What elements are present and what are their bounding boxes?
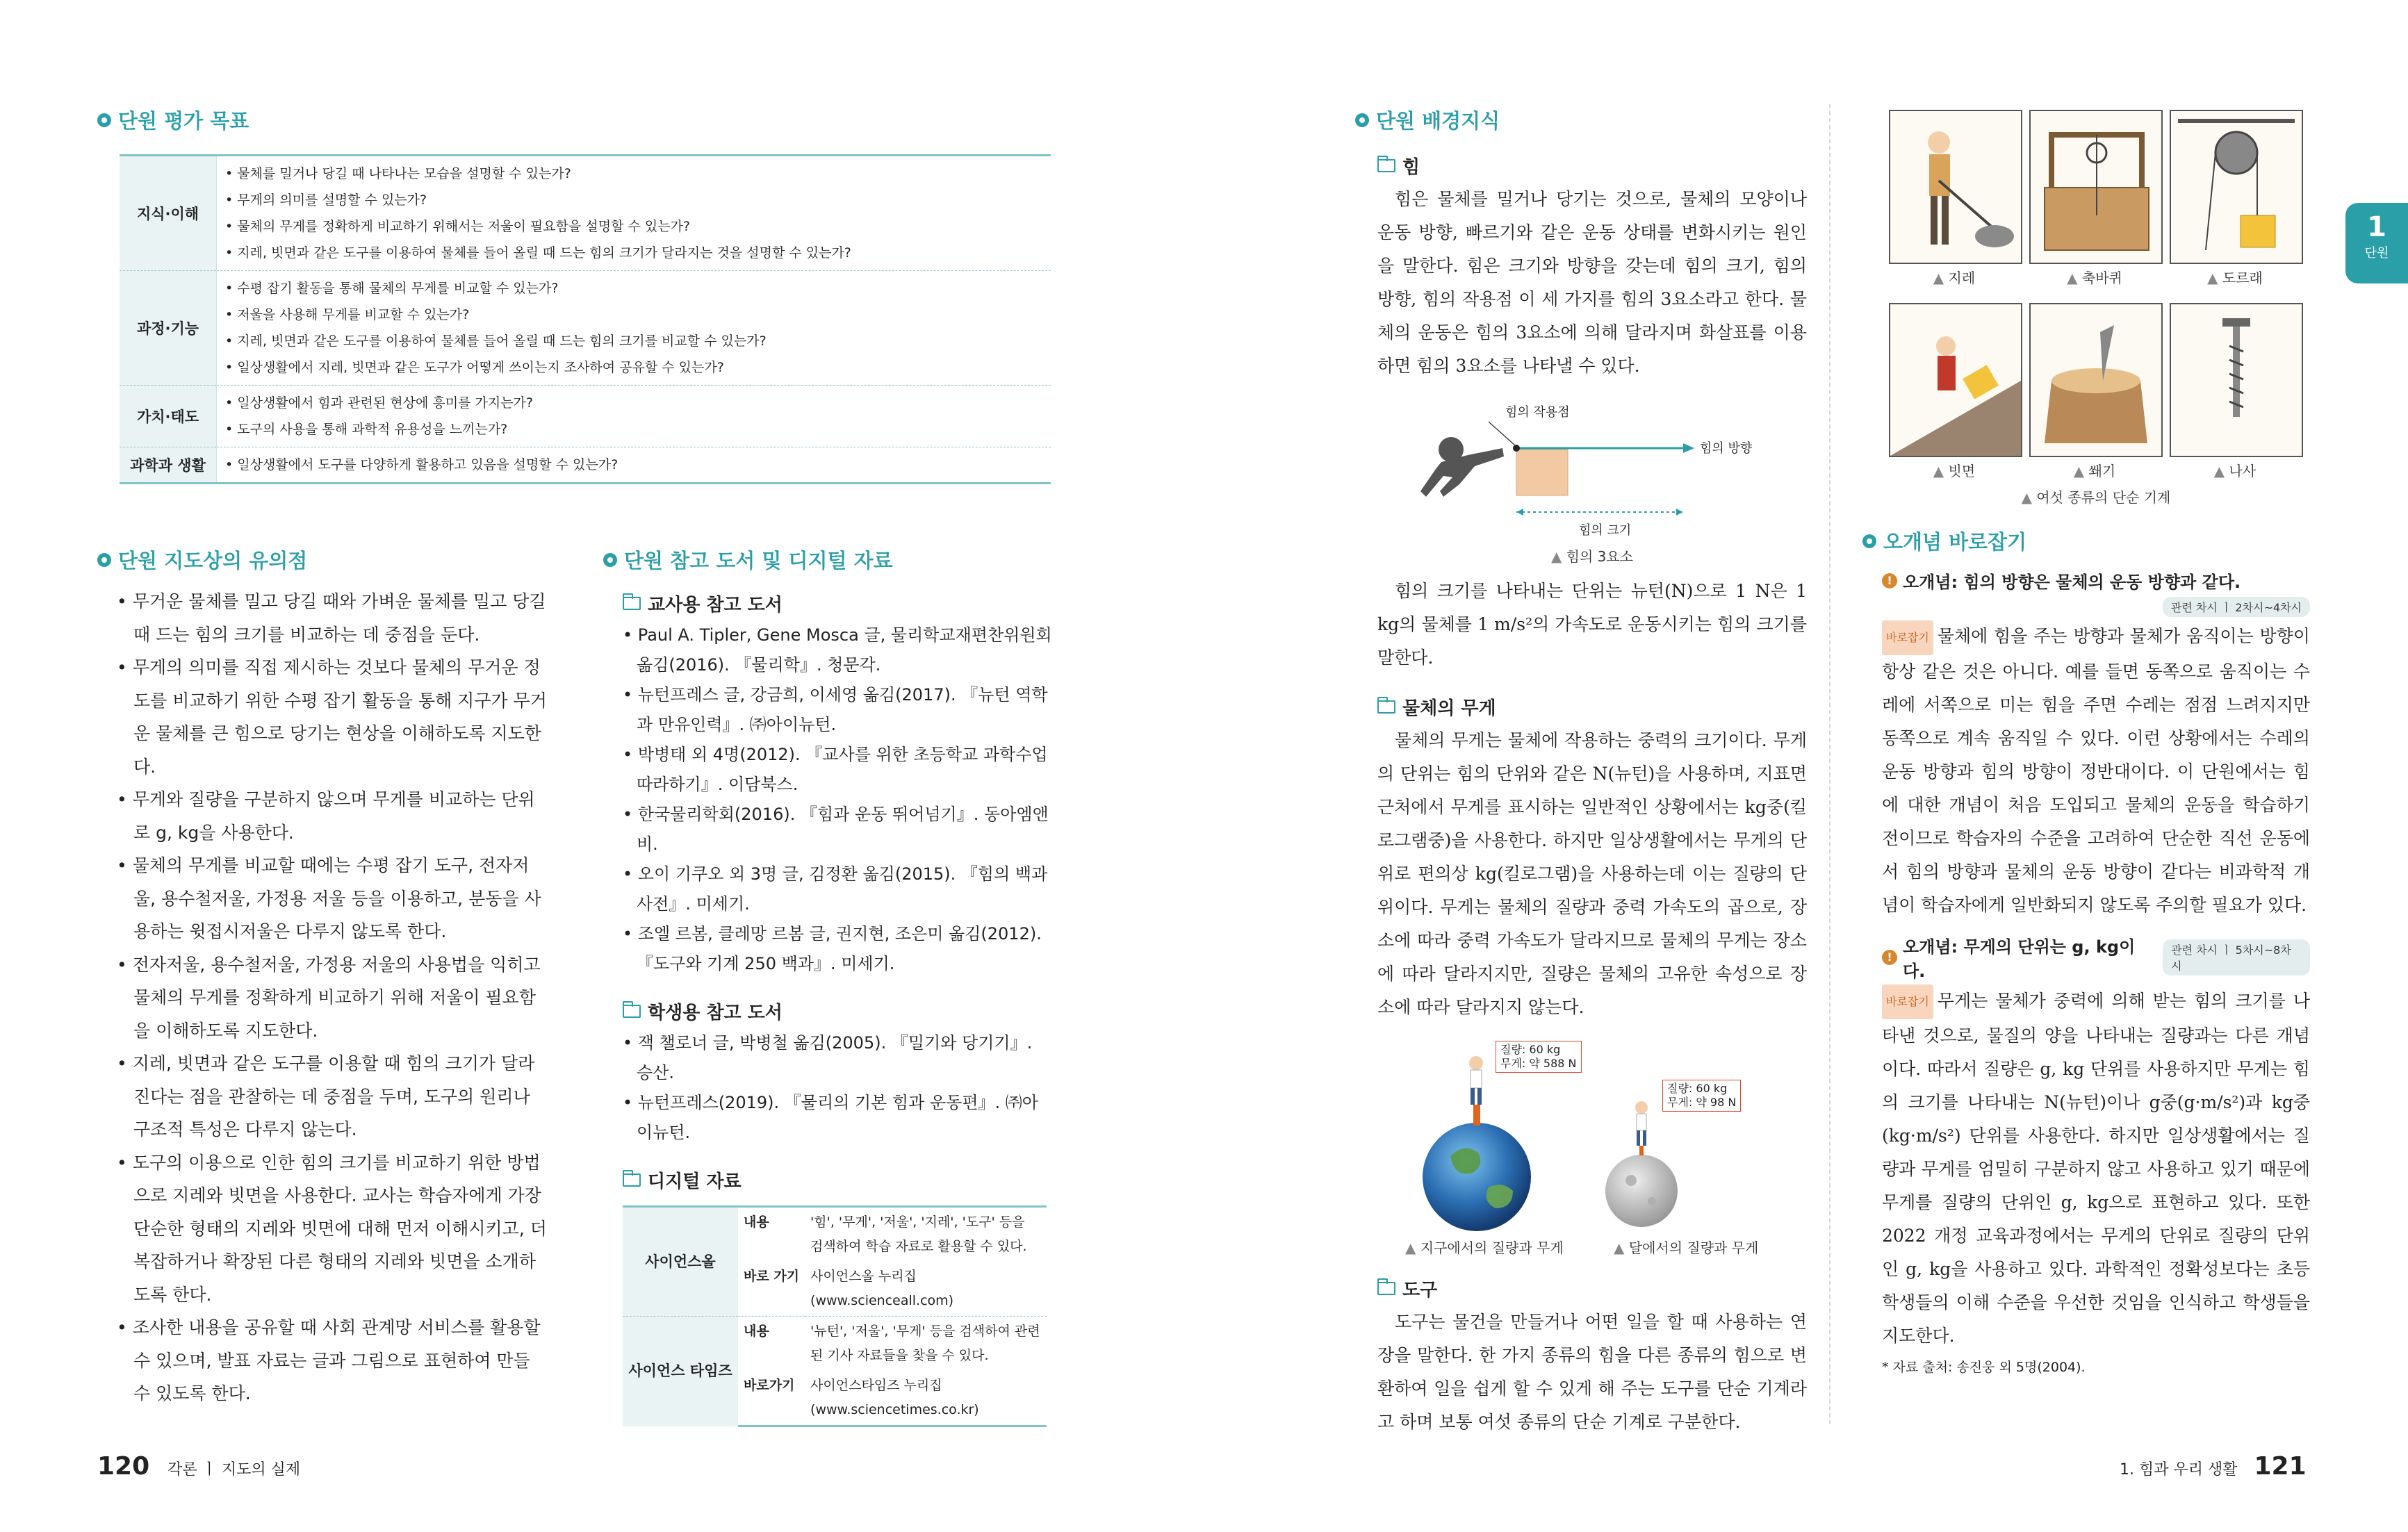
machine-image-pulley xyxy=(2170,110,2303,264)
teacher-ref-item: • 오이 기쿠오 외 3명 글, 김정환 옮김(2015). 『힘의 백과사전』. 미세기. xyxy=(623,859,1054,919)
student-ref-title: 학생용 참고 도서 xyxy=(623,998,1054,1024)
tool-paragraph: 도구는 물건을 만들거나 어떤 일을 할 때 사용하는 연장을 말한다. 한 가지 종류의 힘을 다른 종류의 힘으로 변환하여 일을 쉽게 할 수 있게 해 주는 도구를 단순 기계라고 하며 보통 여섯 종류의 단순 기계로 구분한다. xyxy=(1377,1312,1807,1432)
bullet-icon xyxy=(603,553,617,567)
guide-item: • 무거운 물체를 밀고 당길 때와 가벼운 물체를 밀고 당길 때 드는 힘의 크기를 비교하는 데 중점을 둔다. xyxy=(117,585,548,651)
eval-row xyxy=(120,386,1051,447)
force-magnitude-label: 힘의 크기 xyxy=(1579,523,1632,538)
guide-item: • 전자저울, 용수철저울, 가정용 저울의 사용법을 익히고 물체의 무게를 정확하게 비교하기 위해 저울이 필요함을 이해하도록 지도한다. xyxy=(117,948,548,1048)
eval-item: • 지레, 빗면과 같은 도구를 이용하여 물체를 들어 올릴 때 드는 힘의 크기가 달라지는 것을 설명할 수 있는가? xyxy=(225,240,1042,266)
machine-image-inclined-plane xyxy=(1889,303,2022,457)
misc-section-title: 오개념 바로잡기 xyxy=(1862,527,2026,555)
moon-label-box: 질량: 60 kg 무게: 약 98 N xyxy=(1662,1080,1741,1112)
fix-tag: 바로잡기 xyxy=(1882,985,1933,1019)
teacher-ref-item: • 뉴턴프레스 글, 강금희, 이세영 옮김(2017). 『뉴턴 역학과 만유인력』. ㈜아이뉴턴. xyxy=(623,680,1054,740)
machine-image-lever xyxy=(1889,110,2022,264)
teacher-ref-item: • 박병태 외 4명(2012). 『교사를 위한 초등학교 과학수업 따라하기』. 이담북스. xyxy=(623,740,1054,800)
student-ref-item: • 잭 챌로너 글, 박병철 옮김(2005). 『밀기와 당기기』. 승산. xyxy=(623,1028,1054,1088)
eval-item: • 일상생활에서 도구를 다양하게 활용하고 있음을 설명할 수 있는가? xyxy=(225,452,1042,478)
misc2-lesson-badge: 관련 차시 ㅣ 5차시~8차시 xyxy=(2163,939,2310,975)
footer-left-text: 각론 ㅣ 지도의 실제 xyxy=(167,1461,301,1479)
eval-item: • 도구의 사용을 통해 과학적 유용성을 느끼는가? xyxy=(225,416,1042,443)
eval-item: • 무게의 의미를 설명할 수 있는가? xyxy=(225,187,1042,213)
digital-content-label: 내용 xyxy=(738,1317,805,1372)
earth-label-box: 질량: 60 kg 무게: 약 588 N xyxy=(1496,1041,1582,1073)
digital-content-label: 내용 xyxy=(738,1207,805,1262)
misc1-text: 물체에 힘을 주는 방향과 물체가 움직이는 방향이 항상 같은 것은 아니다. 예를 들면 동쪽으로 움직이는 수레에 서쪽으로 미는 힘을 주면 수레는 점점 느려지지만 동쪽으로 계속 움직일 수 있다. 이런 상황에서는 수레의 운동 방향과 힘의 방향이 정반대이다. 이 단원에서는 힘에 대한 개념이 처음 도입되고 물체의 운동을 학습하기 전이므로 학습자의 수준을 고려하여 단순한 직선 운동에서 힘의 방향과 물체의 운동 방향이 같다는 비과학적 개념이 학습자에게 일반화되지 않도록 주의할 필요가 있다. xyxy=(1882,626,2310,915)
teacher-ref-item: • 한국물리학회(2016). 『힘과 운동 뛰어넘기』. 동아엠앤비. xyxy=(623,800,1054,859)
student-ref-item: • 뉴턴프레스(2019). 『물리의 기본 힘과 운동편』. ㈜아이뉴턴. xyxy=(623,1088,1054,1148)
guide-section-title: 단원 지도상의 유의점 xyxy=(97,545,307,574)
planets-image xyxy=(1377,1038,1807,1233)
folder-icon xyxy=(623,1005,641,1018)
ref-section-title: 단원 참고 도서 및 디지털 자료 xyxy=(603,545,893,574)
teacher-ref-item: • Paul A. Tipler, Gene Mosca 글, 물리학교재편찬위원회 옮김(2016). 『물리학』. 청문각. xyxy=(623,620,1054,680)
guide-item: • 조사한 내용을 공유할 때 사회 관계망 서비스를 활용할 수 있으며, 발표 자료는 글과 그림으로 표현하여 만들 수 있도록 한다. xyxy=(117,1311,548,1410)
newton-paragraph: 힘의 크기를 나타내는 단위는 뉴턴(N)으로 1 N은 1 kg의 물체를 1 m/s²의 가속도로 운동시키는 힘의 크기를 말한다. xyxy=(1377,581,1807,668)
folder-icon xyxy=(623,597,641,610)
guide-list-container xyxy=(117,585,548,1410)
digital-link-label: 바로가기 xyxy=(738,1371,805,1426)
eval-item: • 저울을 사용해 무게를 비교할 수 있는가? xyxy=(225,302,1042,328)
force-caption: ▲ 힘의 3요소 xyxy=(1377,545,1807,566)
eval-row xyxy=(120,271,1051,386)
weight-paragraph: 물체의 무게는 물체에 작용하는 중력의 크기이다. 무게의 단위는 힘의 단위와 같은 N(뉴턴)을 사용하며, 지표면 근처에서 무게를 표시하는 일반적인 상황에서는 kg중(킬로그램중)을 사용한다. 하지만 일상생활에서는 무게의 단위로 편의상 kg(킬로그램)을 사용하는데 이는 질량의 단위이다. 무게는 물체의 질량과 중력 가속도의 곱으로, 장소에 따라 중력 가속도가 달라지므로 물체의 무게는 장소에 따라 달라지지만, 질량은 물체의 고유한 속성으로 장소에 따라 달라지지 않는다. xyxy=(1377,730,1807,1017)
eval-item: • 물체를 밀거나 당길 때 나타나는 모습을 설명할 수 있는가? xyxy=(225,160,1042,187)
eval-item: • 물체의 무게를 정확하게 비교하기 위해서는 저울이 필요함을 설명할 수 있는가? xyxy=(225,213,1042,240)
ref-area xyxy=(623,591,1054,1427)
digital-link[interactable]: 사이언스타임즈 누리집 (www.sciencetimes.co.kr) xyxy=(805,1371,1047,1426)
bullet-icon xyxy=(1355,113,1369,127)
eval-table xyxy=(120,154,1051,484)
page-number-left: 120 xyxy=(97,1452,150,1481)
eval-category: 가치·태도 xyxy=(120,386,217,447)
misc1-lesson-badge: 관련 차시 ㅣ 2차시~4차시 xyxy=(2163,597,2310,617)
eval-item: • 일상생활에서 지레, 빗면과 같은 도구가 어떻게 쓰이는지 조사하여 공유할 수 있는가? xyxy=(225,354,1042,381)
machines-figure xyxy=(1889,110,2303,506)
eval-category: 과학과 생활 xyxy=(120,447,217,484)
misc2-header xyxy=(1882,933,2310,982)
bg-section-title: 단원 배경지식 xyxy=(1355,106,1500,134)
eval-section-title: 단원 평가 목표 xyxy=(97,106,249,134)
machine-caption: ▲ 나사 xyxy=(2170,460,2300,480)
left-footer xyxy=(97,1452,300,1481)
machine-caption: ▲ 빗면 xyxy=(1889,460,2020,480)
misc-area xyxy=(1882,568,2310,1376)
teacher-ref-list xyxy=(623,620,1054,979)
page-number-right: 121 xyxy=(2254,1452,2307,1481)
digital-content: '힘', '무게', '저울', '지레', '도구' 등을 검색하여 학습 자료로 활용할 수 있다. xyxy=(805,1207,1047,1262)
column-divider xyxy=(1829,104,1830,1424)
misc1-title: ! 오개념: 힘의 방향은 물체의 운동 방향과 같다. xyxy=(1882,568,2310,593)
force-paragraph: 힘은 물체를 밀거나 당기는 것으로, 물체의 모양이나 운동 방향, 빠르기와 같은 운동 상태를 변화시키는 원인을 말한다. 힘은 크기와 방향을 갖는데 힘의 크기, 힘의 방향, 힘의 작용점 이 세 가지를 힘의 3요소라고 한다. 물체의 운동은 힘의 3요소에 의해 달라지며 화살표를 이용하면 힘의 3요소를 나타낼 수 있다. xyxy=(1377,189,1807,376)
digital-title: 디지털 자료 xyxy=(623,1167,1054,1193)
guide-item: • 물체의 무게를 비교할 때에는 수평 잡기 도구, 전자저울, 용수철저울, 가정용 저울 등을 이용하고, 분동을 사용하는 윗접시저울은 다루지 않도록 한다. xyxy=(117,849,548,948)
tool-title: 도구 xyxy=(1377,1276,1807,1301)
eval-category: 과정·기능 xyxy=(120,271,217,386)
teacher-ref-title: 교사용 참고 도서 xyxy=(623,591,1054,616)
machine-caption: ▲ 도르래 xyxy=(2170,267,2300,287)
bullet-icon xyxy=(97,113,111,127)
number-icon: ! xyxy=(1882,573,1897,588)
bg-column xyxy=(1377,153,1807,1439)
guide-list xyxy=(117,585,548,1410)
digital-site: 사이언스올 xyxy=(623,1207,738,1317)
machine-image-wheel-axle xyxy=(2029,110,2163,264)
folder-icon xyxy=(623,1173,641,1187)
moon-caption: ▲ 달에서의 질량과 무게 xyxy=(1614,1237,1758,1257)
machines-caption: ▲ 여섯 종류의 단순 기계 xyxy=(1889,486,2303,506)
digital-link-label: 바로 가기 xyxy=(744,1269,800,1284)
student-ref-list xyxy=(623,1028,1054,1148)
chapter-tab[interactable]: 1 단원 xyxy=(2345,203,2408,283)
pushing-figure xyxy=(1377,393,1807,538)
folder-icon xyxy=(1377,700,1395,714)
number-icon: ! xyxy=(1882,950,1897,965)
teacher-ref-item: • 조엘 르봄, 클레망 르봄 글, 권지현, 조은미 옮김(2012). 『도구와 기계 250 백과』. 미세기. xyxy=(623,919,1054,979)
folder-icon xyxy=(1377,1282,1395,1295)
eval-row xyxy=(120,447,1051,484)
bullet-icon xyxy=(1862,534,1876,548)
fix-tag: 바로잡기 xyxy=(1882,620,1933,655)
earth-moon-figure xyxy=(1377,1038,1807,1260)
guide-item: • 무게의 의미를 직접 제시하는 것보다 물체의 무거운 정도를 비교하기 위한 수평 잡기 활동을 통해 지구가 무거운 물체를 큰 힘으로 당기는 현상을 이해하도록 지도한다. xyxy=(117,651,548,783)
digital-site: 사이언스 타임즈 xyxy=(623,1317,738,1426)
digital-link[interactable]: 사이언스올 누리집 (www.scienceall.com) xyxy=(810,1269,954,1308)
misc2-text: 무게는 물체가 중력에 의해 받는 힘의 크기를 나타낸 것으로, 물질의 양을 나타내는 질량과는 다른 개념이다. 따라서 질량은 g, kg 단위를 사용하지만 무게는 힘의 크기를 나타내는 N(뉴턴)이나 g중(g·m/s²)과 kg중(kg·m/s²) 단위를 사용한다. 하지만 일상생활에서는 질량과 무게를 엄밀히 구분하지 않고 사용하고 있기 때문에 무게를 질량의 단위인 g, kg으로 표현하고 있다. 또한 2022 개정 교육과정에서는 무게의 단위로 질량의 단위인 g, kg을 사용하고 있다. 과학적인 정확성보다는 초등학생들의 이해 수준을 우선한 것임을 인식하고 학생들을 지도한다. xyxy=(1882,990,2310,1346)
misc2-title: 오개념: 무게의 단위는 g, kg이다. xyxy=(1902,937,2136,981)
force-diagram xyxy=(1377,393,1807,566)
weight-title: 물체의 무게 xyxy=(1377,694,1807,720)
right-footer xyxy=(2120,1452,2307,1481)
eval-item: • 수평 잡기 활동을 통해 물체의 무게를 비교할 수 있는가? xyxy=(225,275,1042,302)
earth-caption: ▲ 지구에서의 질량과 무게 xyxy=(1405,1237,1564,1257)
eval-category: 지식·이해 xyxy=(120,156,217,271)
machine-caption: ▲ 축바퀴 xyxy=(2029,267,2160,287)
guide-item: • 도구의 이용으로 인한 힘의 크기를 비교하기 위한 방법으로 지레와 빗면을 사용한다. 교사는 학습자에게 가장 단순한 형태의 지레와 빗면에 대해 먼저 이해시키고, 더 복잡하거나 확장된 다른 형태의 지레와 빗면을 소개하도록 한다. xyxy=(117,1146,548,1312)
guide-item: • 지레, 빗면과 같은 도구를 이용할 때 힘의 크기가 달라진다는 점을 관찰하는 데 중점을 두며, 도구의 원리나 구조적 특성은 다루지 않는다. xyxy=(117,1047,548,1146)
machine-caption: ▲ 쐐기 xyxy=(2029,460,2160,480)
guide-item: • 무게와 질량을 구분하지 않으며 무게를 비교하는 단위로 g, kg을 사용한다. xyxy=(117,783,548,849)
force-direction-label: 힘의 방향 xyxy=(1700,441,1753,456)
source-note: * 자료 출처: 송진웅 외 5명(2004). xyxy=(1882,1360,2086,1375)
digital-content: '뉴턴', '저울', '무게' 등을 검색하여 관련된 기사 자료들을 찾을 수 있다. xyxy=(805,1317,1047,1372)
machine-image-screw xyxy=(2170,303,2303,457)
folder-icon xyxy=(1377,159,1395,172)
eval-item: • 지레, 빗면과 같은 도구를 이용하여 물체를 들어 올릴 때 드는 힘의 크기를 비교할 수 있는가? xyxy=(225,328,1042,354)
force-title: 힘 xyxy=(1377,153,1807,179)
eval-row xyxy=(120,156,1051,271)
digital-table xyxy=(623,1205,1047,1427)
machine-caption: ▲ 지레 xyxy=(1889,267,2020,287)
force-point-label: 힘의 작용점 xyxy=(1505,405,1570,420)
machine-image-wedge xyxy=(2029,303,2163,457)
footer-right-text: 1. 힘과 우리 생활 xyxy=(2120,1461,2238,1479)
eval-item: • 일상생활에서 힘과 관련된 현상에 흥미를 가지는가? xyxy=(225,390,1042,416)
bullet-icon xyxy=(97,553,111,567)
